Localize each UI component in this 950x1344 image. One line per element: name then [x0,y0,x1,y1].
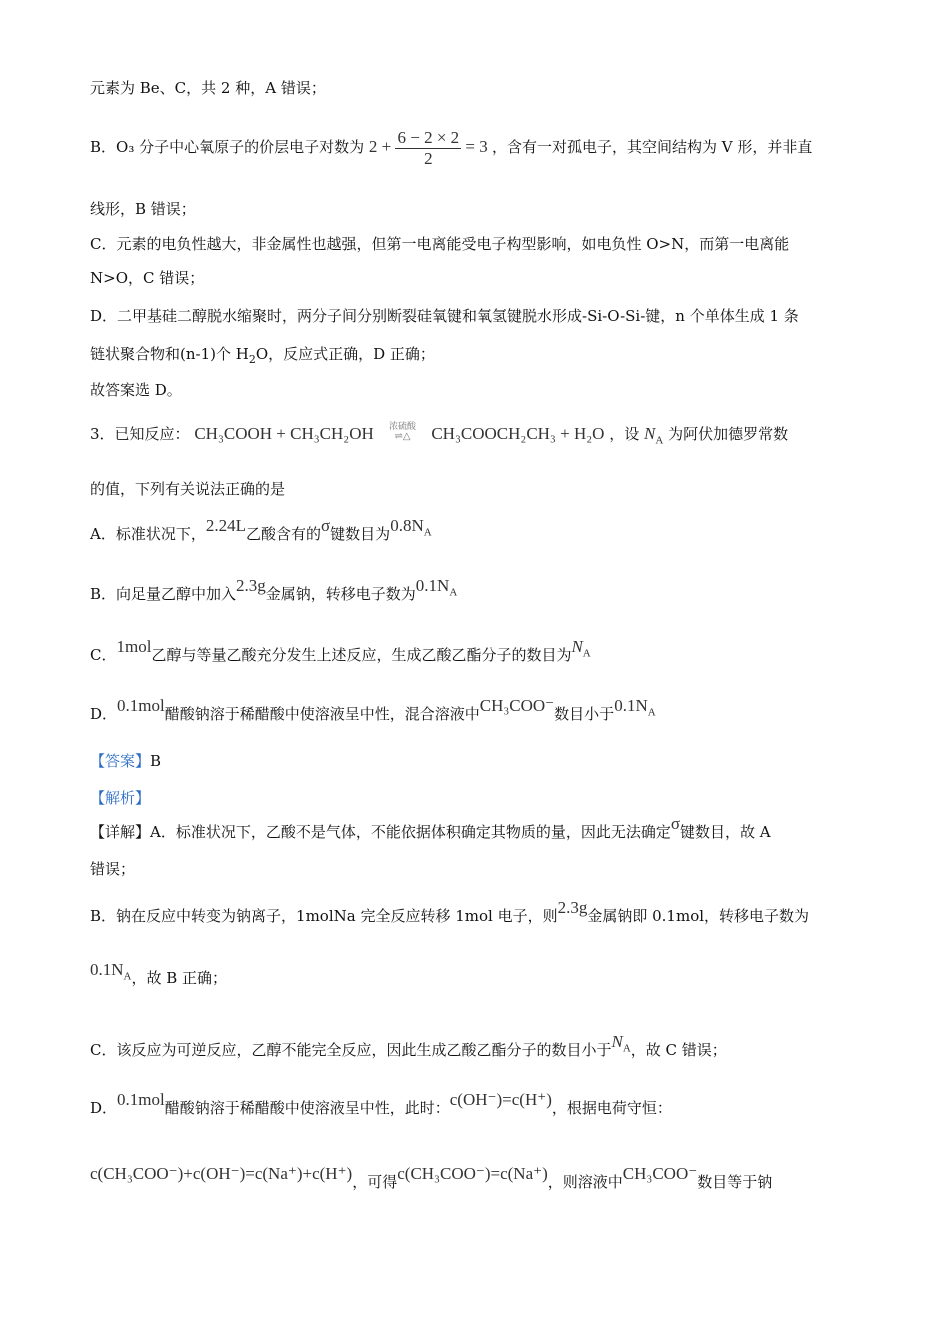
heat-symbol: △ [402,431,411,442]
text: 元素为 Be、C，共 2 种，A 错误； [90,79,326,97]
text: N>O，C 错误； [90,269,205,287]
math-text: 0.8N [390,516,424,535]
math-text: = 3 [465,137,488,156]
text: ，故 B 正确； [131,969,228,987]
option-label: C． [90,646,117,664]
text: 键数目为 [330,525,391,543]
text: ，含有一对孤电子，其空间结构为 V 形，并非直 [492,138,813,156]
option-d [90,696,860,730]
text-line [90,78,860,98]
text: B．O₃ 分子中心氧原子的价层电子对数为 [90,138,365,156]
reaction-arrow [379,422,427,447]
text: 的值，下列有关说法正确的是 [90,480,286,498]
avogadro-symbol [644,424,664,447]
arrow-glyph: ⇌ [394,431,403,442]
math-inline: 2.3g [557,898,588,917]
detail-tag: 【详解】 [90,823,151,841]
fraction-denominator: 2 [424,148,433,168]
reaction-condition: 浓硫酸 [389,422,417,432]
text: ，根据电荷守恒： [551,1099,672,1117]
detail-b [90,898,860,926]
text: 乙醇与等量乙酸充分发生上述反应，生成乙酸乙酯分子的数目为 [151,646,572,664]
option-label: B．向足量乙醇中加入 [90,585,237,603]
text-line [90,479,860,499]
text-line [90,234,860,254]
text: 线形，B 错误； [90,200,196,218]
math-inline [390,516,432,539]
subscript: A [449,586,458,599]
math-text: 0.1N [415,576,450,595]
math-inline: c(OH⁻)=c(H⁺) [449,1090,552,1109]
detail-b-cont [90,960,860,994]
text: A．标准状况下，乙酸不是气体，不能依据体积确定其物质的量，因此无法确定 [150,823,671,841]
text: 数目小于 [554,705,615,723]
text: D．二甲基硅二醇脱水缩聚时，两分子间分别断裂硅氧键和氧氢键脱水形成-Si-O-Si-键，n 个单体生成 1 条 [90,307,799,325]
option-c [90,637,860,671]
text: 醋酸钠溶于稀醋酸中使溶液呈中性，混合溶液中 [164,705,480,723]
math-var: N [644,424,656,443]
text: 数目等于钠 [697,1173,773,1191]
text-line [90,199,860,219]
subscript: A [123,970,132,983]
analysis-line [90,788,860,808]
subscript: A [582,647,591,660]
option-a [90,516,860,550]
analysis-tag: 【解析】 [90,789,151,807]
question-stem [90,424,860,450]
text-line-b [90,126,860,169]
text: D． [90,1099,118,1117]
text: 为阿伏加德罗常数 [668,425,789,443]
text: 醋酸钠溶于稀醋酸中使溶液呈中性，此时： [164,1099,450,1117]
text-line [90,306,860,326]
math-inline: σ [670,814,681,833]
text: 金属钠即 0.1mol，转移电子数为 [587,907,810,925]
text: ，设 [609,425,640,443]
text: O，反应式正确，D 正确； [255,345,435,363]
math-inline [571,637,591,660]
math-inline [614,696,656,719]
detail-d [90,1090,860,1118]
math-inline: 0.1mol [117,696,165,715]
answer-value: B [150,752,162,770]
text: 键数目，故 A [680,823,771,841]
detail-e [90,1164,860,1192]
subscript: A [655,434,664,447]
math-text: 0.1N [614,696,648,715]
detail-c [90,1032,860,1066]
text: ，故 C 错误； [630,1041,727,1059]
subscript: A [622,1042,631,1055]
math-inline: σ [321,516,331,535]
subscript: 2 [248,353,256,366]
detail-line [90,814,860,842]
text: 错误； [90,860,136,878]
text-line [90,268,860,288]
text-line [90,344,860,370]
math-var: N [611,1032,623,1051]
text-line [90,859,860,879]
answer-line [90,751,860,771]
text: 3．已知反应： [90,425,190,443]
math-inline: 2.3g [236,576,266,595]
math-inline: 0.1mol [117,1090,165,1109]
fraction [395,128,461,169]
math-inline [611,1032,631,1055]
text: C．元素的电负性越大，非金属性也越强，但第一电离能受电子构型影响，如电负性 O>N，而第一电离能 [90,235,790,253]
math-inline: c(CH₃COO⁻)=c(Na⁺) [397,1164,548,1183]
math-inline: CH₃COO⁻ [479,696,555,715]
math-inline [415,576,458,599]
math-inline: c(CH₃COO⁻)+c(OH⁻)=c(Na⁺)+c(H⁺) [90,1164,353,1183]
subscript: A [647,706,656,719]
answer-tag: 【答案】 [90,752,151,770]
text: 乙酸含有的 [245,525,321,543]
math-inline: 2.24L [205,516,246,535]
math-inline: 1mol [116,637,152,656]
option-label: A．标准状况下， [90,525,206,543]
math-text: 2 + [368,137,392,156]
math-inline [90,960,132,983]
text: ，则溶液中 [547,1173,623,1191]
math-text: 0.1N [90,960,124,979]
equation-reactants: CH₃COOH + CH₃CH₂OH [194,424,374,443]
text-line [90,380,860,400]
equation-products: CH₃COOCH₂CH₃ + H₂O [431,424,605,443]
fraction-numerator: 6 − 2 × 2 [397,127,460,147]
text: 金属钠，转移电子数为 [265,585,416,603]
text: 故答案选 D。 [90,381,182,399]
subscript: A [423,526,432,539]
option-b [90,576,860,610]
option-label: D． [90,705,118,723]
text: C．该反应为可逆反应，乙醇不能完全反应，因此生成乙酸乙酯分子的数目小于 [90,1041,612,1059]
text: ，可得 [352,1173,398,1191]
math-var: N [571,637,583,656]
text: 链状聚合物和(n-1)个 H [90,345,249,363]
math-inline: CH₃COO⁻ [622,1164,698,1183]
text: B．钠在反应中转变为钠离子，1molNa 完全反应转移 1mol 电子，则 [90,907,558,925]
formula-valence [368,127,492,168]
